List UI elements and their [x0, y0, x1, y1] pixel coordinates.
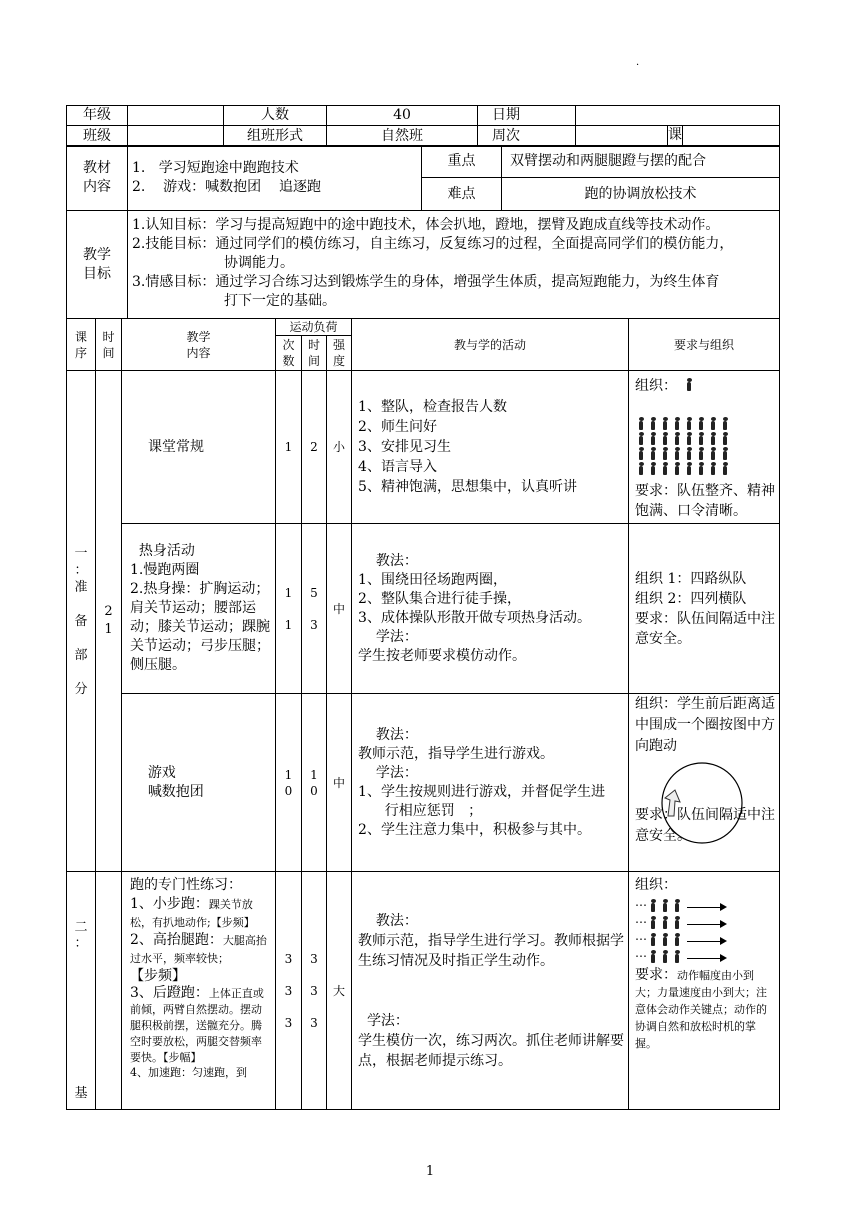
- person-icon: [651, 421, 655, 430]
- goal-3b: 打下一定的基础。: [224, 293, 336, 309]
- section2-name-top: 二 ：: [74, 920, 88, 951]
- person-icon: [699, 466, 703, 475]
- person-icon: [651, 937, 655, 946]
- s1r3-requirement: 要求：队伍间隔适中注意安全。: [635, 807, 776, 844]
- person-icon: [675, 920, 679, 929]
- lane-prefix: …: [635, 929, 648, 943]
- date-label: 日期: [478, 106, 576, 126]
- person-icon: [651, 920, 655, 929]
- person-icon: [651, 466, 655, 475]
- s1r1-requirement: 要求：队伍整齐、精神饱满、口令清晰。: [635, 483, 776, 519]
- person-icon: [675, 436, 679, 445]
- person-icon: [675, 421, 679, 430]
- lesson-label: 课: [668, 127, 683, 143]
- s1r3-content: 游戏 喊数抱团: [122, 694, 276, 872]
- teacher-person-icon: [687, 382, 691, 391]
- s2-item-2-head: 2、高抬腿跑：: [130, 932, 223, 948]
- people-label: 人数: [224, 106, 327, 126]
- s1r2-count: 1 1: [276, 524, 302, 694]
- lane-prefix: …: [635, 912, 648, 926]
- person-icon: [711, 436, 715, 445]
- s2-item-2: [130, 931, 272, 967]
- goals-label: 教学 目标: [67, 211, 128, 319]
- person-icon: [699, 421, 703, 430]
- lane-prefix: …: [635, 946, 648, 960]
- date-value: [576, 106, 780, 126]
- s2-item-1-detail: 踝关节放松，有扒地动作;【步频】: [130, 898, 255, 929]
- page-dot: ·: [636, 60, 640, 71]
- person-icon: [675, 903, 679, 912]
- s1r2-requirement: 组织 1：四路纵队 组织 2：四列横队 要求：队伍间隔适中注意安全。: [629, 524, 780, 694]
- s1r2-content: 热身活动 1.慢跑两圈 2.热身操：扩胸运动；肩关节运动；腰部运动；膝关节运动；踝腕关节运动；弓步压腿；侧压腿。: [122, 524, 276, 694]
- goal-2: 2.技能目标：通过同学们的模仿练习，自主练习，反复练习的过程，全面提高同学们的模仿能力，: [132, 236, 734, 252]
- s2-item-3: [130, 985, 272, 1065]
- section2-name-bottom: 基: [74, 1086, 88, 1101]
- s2-req-head: 要求：: [635, 967, 678, 983]
- s1r3-count: 1 0: [276, 694, 302, 872]
- person-icon: [687, 466, 691, 475]
- person-icon: [651, 436, 655, 445]
- s1r1-activity: 1、整队，检查报告人数 2、师生问好 3、安排见习生 4、语言导入 5、精神饱满，思想集中，认真听讲: [352, 371, 629, 524]
- form-label: 组班形式: [224, 126, 327, 147]
- person-icon: [687, 436, 691, 445]
- arrow-right-icon: [687, 958, 721, 959]
- s2-req-detail: 动作幅度由小到大；力量速度由小到大；注意体会动作关键点；动作的协调自然和放松时机的掌握。: [635, 969, 768, 1050]
- s2-item-2b: [130, 967, 272, 985]
- s1r1-time: 2: [302, 371, 327, 524]
- person-icon: [699, 451, 703, 460]
- formation-row: [635, 445, 775, 460]
- grade-value: [128, 106, 224, 126]
- person-icon: [663, 466, 667, 475]
- form-value: 自然班: [327, 126, 478, 147]
- content-table: [66, 145, 780, 319]
- person-icon: [723, 451, 727, 460]
- col-count: 次 数: [276, 336, 302, 371]
- col-activity: 教与学的活动: [352, 319, 629, 371]
- person-icon: [639, 451, 643, 460]
- person-icon: [663, 451, 667, 460]
- person-icon: [651, 903, 655, 912]
- s2-item-2-detail: 大腿高抬过水平，频率较快；: [130, 934, 267, 965]
- s2-item-4: 4、加速跑：匀速跑，到: [130, 1066, 247, 1079]
- lane-row: [635, 946, 775, 963]
- col-intensity: 强 度: [327, 336, 352, 371]
- people-value: 40: [327, 106, 478, 126]
- formation-grid: [635, 415, 775, 475]
- col-load: 运动负荷: [276, 319, 352, 336]
- s1r1-org-label: 组织：: [635, 377, 678, 394]
- s2-activity: 教法： 教师示范，指导学生进行学习。教师根据学生练习情况及时指正学生动作。 学法： 学生模仿一次，练习两次。抓住老师讲解要点，根据老师提示练习。: [352, 872, 629, 1110]
- key-label: 重点: [422, 146, 502, 178]
- arrow-right-icon: [687, 907, 721, 908]
- person-icon: [663, 903, 667, 912]
- person-icon: [711, 466, 715, 475]
- person-icon: [663, 920, 667, 929]
- person-icon: [675, 466, 679, 475]
- person-icon: [639, 436, 643, 445]
- s2-count: 3 3 3: [276, 872, 302, 1110]
- s2-item-1: [130, 895, 272, 931]
- s2-org-label: 组织：: [635, 877, 678, 893]
- s1r2-time: 5 3: [302, 524, 327, 694]
- s2-item-2b-head: 【步频】: [130, 968, 186, 984]
- person-icon: [711, 451, 715, 460]
- person-icon: [687, 451, 691, 460]
- s2-item-1-head: 1、小步跑：: [130, 896, 209, 912]
- s1r3-time: 1 0: [302, 694, 327, 872]
- lane-row: [635, 895, 775, 912]
- s1r2-activity: 教法： 1、围绕田径场跑两圈， 2、整队集合进行徒手操， 3、成体操队形散开做专项热身活动。 学法： 学生按老师要求模仿动作。: [352, 524, 629, 694]
- s1r3-activity: 教法： 教师示范，指导学生进行游戏。 学法： 1、学生按规则进行游戏，并督促学生进 行相应惩罚 ； 2、学生注意力集中，积极参与其中。: [352, 694, 629, 872]
- formation-row: [635, 415, 775, 430]
- s2-content-title: 跑的专门性练习：: [130, 877, 242, 893]
- content-items: 1. 学习短跑途中跑跑技术 2. 游戏：喊数抱团 追逐跑: [128, 146, 422, 211]
- person-icon: [663, 937, 667, 946]
- person-icon: [675, 954, 679, 963]
- arrow-right-icon: [687, 941, 721, 942]
- header-table: [66, 105, 780, 147]
- lesson-table: [66, 318, 780, 1110]
- person-icon: [663, 421, 667, 430]
- week-value: [576, 126, 668, 146]
- s1r1-count: 1: [276, 371, 302, 524]
- lanes-diagram: [635, 895, 775, 963]
- formation-row: [635, 460, 775, 475]
- s1r1-intensity: 小: [327, 371, 352, 524]
- formation-row: [635, 430, 775, 445]
- col-order: 课 序: [67, 319, 96, 371]
- col-time: 时 间: [96, 319, 122, 371]
- class-label: 班级: [67, 126, 128, 147]
- difficulty-value: 跑的协调放松技术: [502, 178, 780, 211]
- person-icon: [639, 466, 643, 475]
- person-icon: [687, 421, 691, 430]
- s2-item-3-detail: 上体正直或前倾，两臂自然摆动。摆动腿积极前摆，送髋充分。腾空时要放松，两腿交替频率要快。【步幅】: [130, 987, 264, 1064]
- page-number: 1: [425, 1164, 435, 1179]
- person-icon: [651, 954, 655, 963]
- goal-1: 1.认知目标：学习与提高短跑中的途中跑技术，体会扒地，蹬地，摆臂及跑成直线等技术动作。: [132, 217, 720, 233]
- lane-prefix: …: [635, 895, 648, 909]
- person-icon: [663, 954, 667, 963]
- person-icon: [651, 451, 655, 460]
- key-value: 双臂摆动和两腿腿蹬与摆的配合: [502, 146, 780, 178]
- lesson-value: [683, 126, 780, 147]
- s2-time: 3 3 3: [302, 872, 327, 1110]
- person-icon: [675, 451, 679, 460]
- week-label: 周次: [478, 126, 576, 147]
- person-icon: [723, 421, 727, 430]
- person-icon: [723, 466, 727, 475]
- s2-intensity: 大: [327, 872, 352, 1110]
- grade-label: 年级: [67, 106, 128, 126]
- arrow-right-icon: [687, 924, 721, 925]
- lane-row: [635, 912, 775, 929]
- s1r3-org-text: 组织：学生前后距离适中围成一个圈按图中方向跑动: [635, 696, 776, 754]
- section1-time: 2 1: [96, 371, 122, 872]
- class-value: [128, 126, 224, 147]
- s2-item-3-head: 3、后蹬跑：: [130, 985, 209, 1001]
- person-icon: [639, 421, 643, 430]
- goal-3: 3.情感目标：通过学习合练习达到锻炼学生的身体，增强学生体质，提高短跑能力，为终生体育: [132, 274, 720, 290]
- difficulty-label: 难点: [422, 178, 502, 211]
- person-icon: [675, 937, 679, 946]
- col-requirement: 要求与组织: [629, 319, 780, 371]
- col-load-time: 时 间: [302, 336, 327, 371]
- person-icon: [663, 436, 667, 445]
- content-label: 教材 内容: [67, 146, 128, 211]
- lane-row: [635, 929, 775, 946]
- section1-name: 一 ： 准 备 部 分: [67, 371, 96, 872]
- s1r1-content: 课堂常规: [122, 371, 276, 524]
- s1r2-intensity: 中: [327, 524, 352, 694]
- person-icon: [711, 421, 715, 430]
- goal-2b: 协调能力。: [224, 255, 294, 271]
- person-icon: [699, 436, 703, 445]
- person-icon: [723, 436, 727, 445]
- col-content: 教学 内容: [122, 319, 276, 371]
- s1r3-intensity: 中: [327, 694, 352, 872]
